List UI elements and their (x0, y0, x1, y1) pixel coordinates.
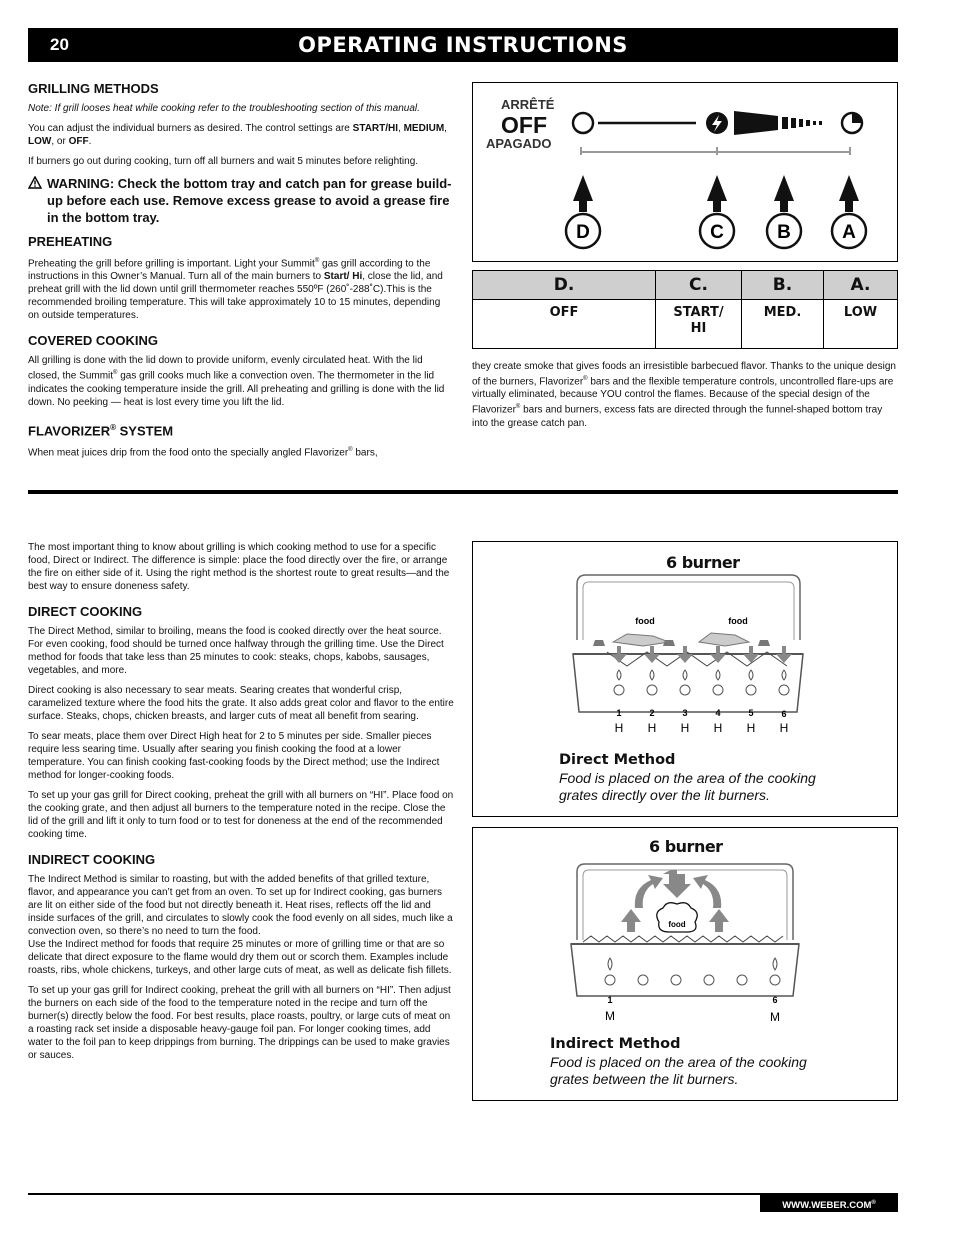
direct-grill-illustration (473, 542, 896, 742)
burner-setting: H (614, 721, 624, 735)
flavorizer-heading: FLAVORIZER® SYSTEM (28, 422, 174, 438)
burner-number: 5 (748, 708, 754, 718)
indirect-paragraph-3: To set up your gas grill for Indirect cooking, preheat the grill with all burners on “HI”. Then adjust the burners on each side of the food to the temperature noted in the recipe and turn off the burner(s) directly below the food. For best results, place roasts, poultry, or large cuts of meat on a roasting rack set inside a disposable heavy-gauge foil pan. For longer cooking times, add water to the foil pan to keep drippings from burning. The drippings can be used to make gravies or sauces. (28, 985, 451, 1061)
table-row (473, 300, 897, 348)
burner-setting: M (770, 1010, 780, 1024)
burner-count-label: 6 burner (649, 837, 723, 856)
food-label: food (668, 920, 686, 929)
burner-setting: H (713, 721, 723, 735)
marker-d (566, 175, 600, 248)
table-header-cell: B. (742, 271, 824, 299)
table-cell: OFF (473, 300, 656, 348)
food-label: food (728, 616, 748, 626)
burner-number: 4 (715, 708, 721, 718)
indirect-method-diagram (472, 827, 898, 1101)
flavorizer-paragraph: When meat juices drip from the food onto the specially angled Flavorizer® bars, (28, 446, 378, 459)
covered-cooking-heading: COVERED COOKING (28, 333, 159, 349)
label-arrete: ARRÊTÉ (501, 97, 555, 112)
label-off: OFF (501, 112, 547, 138)
svg-text:D: D (576, 222, 590, 243)
direct-paragraph-1: The Direct Method, similar to broiling, means the food is cooked directly over the heat source. For even cooking, food should be turned once halfway through the grilling time. Use the Direct method for foods that take less than 25 minutes to cook: steaks, chops, kabobs, sausages, vegetables, and more. (28, 626, 444, 676)
burner-count-label: 6 burner (666, 553, 740, 572)
table-cell: MED. (742, 300, 824, 348)
top-left-column (28, 81, 454, 466)
arrow-up-icon (707, 175, 727, 212)
burner-number: 6 (781, 709, 787, 719)
burner-number: 3 (682, 708, 688, 718)
food-label: food (635, 616, 655, 626)
marker-c (700, 175, 734, 248)
page-number: 20 (50, 35, 69, 54)
table-header-row (473, 271, 897, 300)
indirect-grill-illustration (473, 828, 896, 1028)
covered-cooking-paragraph: All grilling is done with the lid down to provide uniform, evenly circulated heat. With the lid closed, the Summit® gas grill cooks much like a convection oven. The thermometer in the lid indicates the cooking temperature inside the grill. All preheating and grilling is done with the lid down. No peeking — heat is lost every time you lift the lid. (28, 355, 445, 408)
table-cell: LOW (843, 305, 878, 320)
page-title: OPERATING INSTRUCTIONS (298, 33, 628, 57)
direct-cooking-heading: DIRECT COOKING (28, 604, 143, 619)
preheating-heading: PREHEATING (28, 234, 113, 249)
indirect-paragraph-2: Use the Indirect method for foods that require 25 minutes or more of grilling time or that are so delicate that direct exposure to the flame would dry them out or scorch them. Examples include roasts, ribs, whole chickens, turkeys, and other large cuts of meat, as well as delicate fish fillets. (28, 939, 452, 976)
indirect-paragraph-1: The Indirect Method is similar to roasting, but with the added benefits of that grilled texture, flavor, and appearance you can’t get from an oven. To set up for Indirect cooking, gas burners are lit on either side of the food but not directly beneath it. Heat rises, reflects off the lid and inside surfaces of the grill, and circulates to slowly cook the food evenly on all sides, much like a convection oven, so there’s no need to turn the food. (28, 874, 453, 937)
svg-text:C: C (710, 222, 724, 243)
burner-setting: M (605, 1009, 615, 1023)
burner-setting: H (779, 721, 789, 735)
control-settings-table (472, 270, 898, 349)
website-link[interactable]: WWW.WEBER.COM® (760, 1194, 898, 1212)
intro-paragraph: The most important thing to know about grilling is which cooking method to use for a specific food, Direct or Indirect. The difference is simple: place the food directly over the fire, or arrange the fire on either side of it. Using the right method is the shortest route to great results—and the best way to ensure doneness safety. (28, 542, 450, 592)
indirect-method-title: Indirect Method (550, 1036, 681, 1052)
svg-text:B: B (777, 222, 791, 243)
control-knob-diagram (472, 82, 898, 262)
flame-scale-icon (734, 111, 778, 135)
direct-paragraph-3: To sear meats, place them over Direct High heat for 2 to 5 minutes per side. Smaller pieces require less searing time. Usually after searing you finish cooking the food at a lower temperature. You can finish cooking fast-cooking foods by the Direct method; use the Indirect method for longer-cooking foods. (28, 731, 440, 781)
header-bar (28, 28, 898, 62)
svg-text:A: A (842, 222, 856, 243)
arrow-up-icon (774, 175, 794, 212)
table-cell: START/ HI (656, 300, 742, 348)
direct-paragraph-4: To set up your gas grill for Direct cooking, preheat the grill with all burners on “HI”. Place food on the cooking grate, and then adjust all burners to the temperature noted in the recipe. Close the lid of the grill and lift it only to turn food or to test for doneness at the end of the recommended cooking time. (28, 790, 454, 840)
arrow-up-icon (839, 175, 859, 212)
table-header-cell: A. (850, 275, 871, 295)
grilling-methods-heading: GRILLING METHODS (28, 81, 159, 96)
flavorizer-continuation: they create smoke that gives foods an irresistible barbecued flavor. Thanks to the unique design of the burners, Flavorizer® bars and the flexible temperature controls, uncontrolled flare-ups are virtually eliminated, because YOU control the flames. Because of the special design of the Flavorizer® bars and burners, excess fats are directed through the funnel-shaped bottom tray into the grease catch pan. (472, 361, 896, 429)
relight-paragraph: If burners go out during cooking, turn off all burners and wait 5 minutes before relighting. (28, 156, 419, 167)
burner-number: 1 (607, 995, 613, 1005)
direct-paragraph-2: Direct cooking is also necessary to sear meats. Searing creates that wonderful crisp, caramelized texture where the food hits the grate. It also adds great color and flavor to the entire surface. Steaks, chops, chicken breasts, and larger cuts of meat all benefit from searing. (28, 685, 454, 722)
arrow-up-icon (573, 175, 593, 212)
indirect-method-description: Food is placed on the area of the cooking grates between the lit burners. (550, 1054, 807, 1087)
direct-method-description: Food is placed on the area of the cooking grates directly over the lit burners. (559, 770, 816, 803)
burner-number: 6 (772, 995, 778, 1005)
bottom-left-column (28, 541, 454, 1069)
grilling-note: Note: If grill looses heat while cooking refer to the troubleshooting section of this manual. (28, 103, 420, 114)
table-header-cell: C. (656, 271, 742, 299)
indirect-cooking-heading: INDIRECT COOKING (28, 852, 156, 867)
burner-setting: H (746, 721, 756, 735)
off-position-icon (573, 113, 593, 133)
marker-b (767, 175, 801, 248)
direct-method-diagram (472, 541, 898, 817)
direct-method-title: Direct Method (559, 752, 676, 768)
burner-setting: H (680, 721, 690, 735)
table-header-cell: D. (473, 271, 656, 299)
warning-icon (28, 176, 42, 189)
label-apagado: APAGADO (486, 136, 552, 151)
section-divider (28, 490, 898, 494)
warning-text: WARNING: Check the bottom tray and catch pan for grease build-up before each use. Remove excess grease to avoid a grease fire in the bottom tray. (28, 175, 454, 226)
burner-setting: H (647, 721, 657, 735)
burner-number: 1 (616, 708, 622, 718)
preheating-paragraph: Preheating the grill before grilling is important. Light your Summit® gas grill according to the instructions in this Owner’s Manual. Turn all of the main burners to Start/ Hi, close the lid, and preheat grill with the lid down until grill thermometer reaches 550ºF (260˚-288˚C).This is the recommended broiling temperature. This will take approximately 10 to 15 minutes, depending on outside temperatures. (28, 258, 443, 322)
burner-number: 2 (649, 708, 655, 718)
grilling-settings-paragraph: You can adjust the individual burners as desired. The control settings are START/HI, MEDIUM, LOW, or OFF. (28, 123, 447, 147)
marker-a (832, 175, 866, 248)
